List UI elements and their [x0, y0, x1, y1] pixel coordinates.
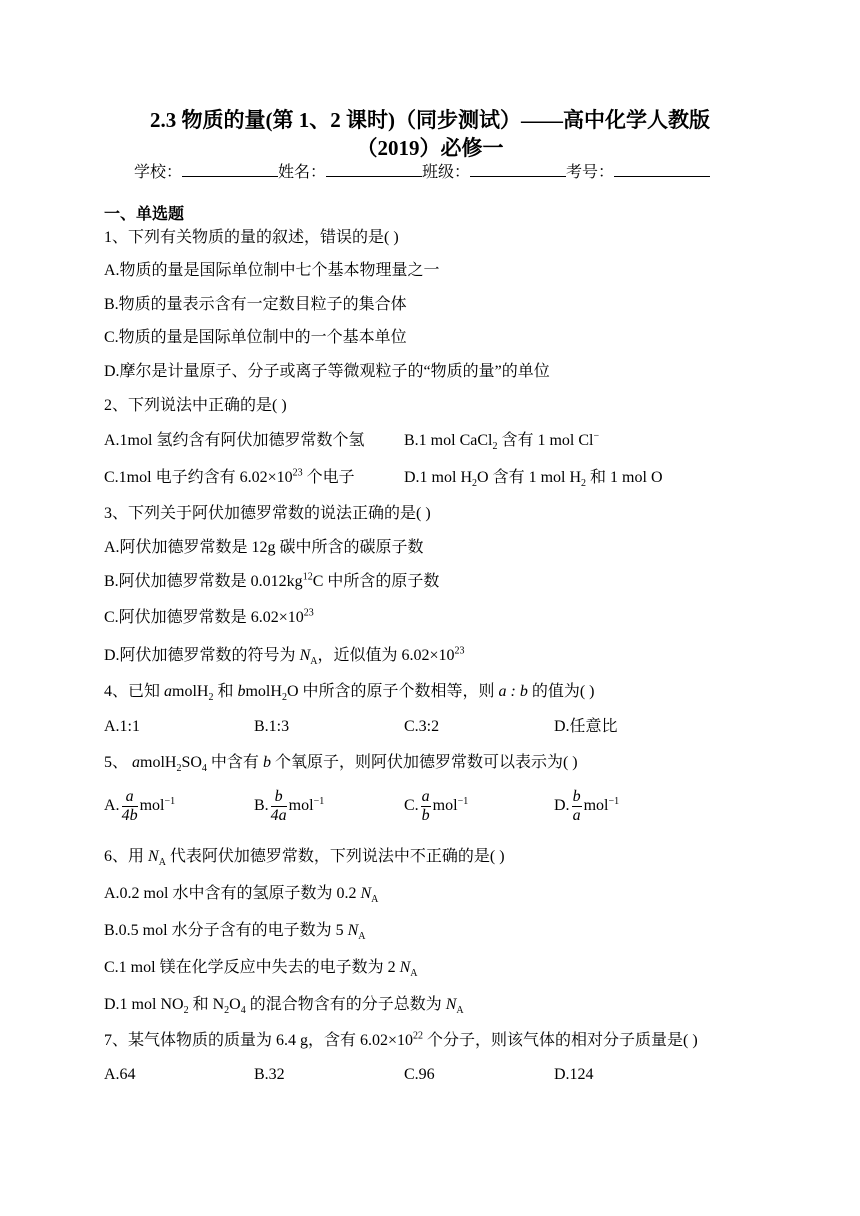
q3-stem: 3、下列关于阿伏加德罗常数的说法正确的是( ): [104, 505, 431, 522]
q7-option-d: D.124: [554, 1066, 594, 1083]
q6-option-c: C.1 mol 镁在化学反应中失去的电子数为 2 $N_A$: [104, 959, 418, 980]
q5-stem: 5、 $amolH_2SO_4$ 中含有 b 个氧原子，则阿伏加德罗常数可以表示为( ): [104, 754, 578, 775]
q4-option-d: D.任意比: [554, 718, 618, 735]
doc-title-line1: 2.3 物质的量(第 1、2 课时)（同步测试）——高中化学人教版: [150, 108, 710, 132]
q2-option-a: A.1mol 氢约含有阿伏加德罗常数个氢: [104, 432, 365, 449]
q1-option-b: B.物质的量表示含有一定数目粒子的集合体: [104, 296, 407, 313]
q3-option-d: D.阿伏加德罗常数的符号为 $N_A$，近似值为 $6.02\times 10^{23}$: [104, 645, 465, 668]
q5-option-b: B. $\frac{b}{4a}$ mol$^{-1}$: [254, 788, 325, 824]
q2-option-d: D.1 mol $H_2O$ 含有 1 mol $H_2$ 和 1 mol O: [404, 469, 663, 490]
q4-stem: 4、已知 amolH$_2$ 和 bmolH$_2$O 中所含的原子个数相等，则 a : b 的值为( ): [104, 683, 595, 704]
student-info-row: [134, 162, 710, 184]
q6-option-a: A.0.2 mol 水中含有的氢原子数为 0.2 $N_A$: [104, 885, 379, 906]
q1-option-c: C.物质的量是国际单位制中的一个基本单位: [104, 329, 407, 346]
section-heading: 一、单选题: [104, 206, 185, 223]
name-blank[interactable]: [326, 162, 422, 177]
doc-title-line2: （2019）必修一: [356, 136, 504, 160]
q4-option-a: A.1:1: [104, 718, 140, 735]
q5-option-d: D. $\frac{b}{a}$ mol$^{-1}$: [554, 788, 620, 824]
q5-option-a: A. $\frac{a}{4b}$ mol$^{-1}$: [104, 788, 176, 824]
q7-stem: 7、某气体物质的质量为 6.4 g，含有 $6.02\times 10^{22}$ 个分子，则该气体的相对分子质量是( ): [104, 1030, 698, 1049]
q6-stem: 6、用 $N_A$ 代表阿伏加德罗常数，下列说法中不正确的是( ): [104, 848, 505, 869]
q3-option-a: A.阿伏加德罗常数是 12g 碳中所含的碳原子数: [104, 539, 424, 556]
name-label: 姓名：: [278, 164, 327, 181]
q7-option-c: C.96: [404, 1066, 435, 1083]
q1-option-d: D.摩尔是计量原子、分子或离子等微观粒子的“物质的量”的单位: [104, 363, 550, 380]
q7-option-a: A.64: [104, 1066, 136, 1083]
q4-option-c: C.3:2: [404, 718, 440, 735]
school-blank[interactable]: [182, 162, 278, 177]
exam-number-blank[interactable]: [614, 162, 710, 177]
q7-option-b: B.32: [254, 1066, 285, 1083]
q2-option-b: B.1 mol CaCl$_2$ 含有 1 mol Cl−: [404, 430, 600, 453]
class-blank[interactable]: [470, 162, 566, 177]
exam-number-label: 考号：: [566, 164, 615, 181]
q5-option-c: C. $\frac{a}{b}$ mol$^{-1}$: [404, 788, 469, 824]
q6-option-d: D.1 mol $NO_2$ 和 $N_2O_4$ 的混合物含有的分子总数为 $N_A$: [104, 996, 464, 1017]
q3-option-b: B.阿伏加德罗常数是 $0.012kg^{12}C$ 中所含的原子数: [104, 571, 440, 590]
q1-stem: 1、下列有关物质的量的叙述，错误的是( ): [104, 229, 399, 246]
q1-option-a: A.物质的量是国际单位制中七个基本物理量之一: [104, 262, 440, 279]
q3-option-c: C.阿伏加德罗常数是 $6.02\times 10^{23}$: [104, 607, 314, 626]
q6-option-b: B.0.5 mol 水分子含有的电子数为 5 $N_A$: [104, 922, 366, 943]
q4-option-b: B.1:3: [254, 718, 290, 735]
school-label: 学校：: [134, 164, 183, 181]
q2-option-c: C.1mol 电子约含有 $6.02\times 10^{23}$ 个电子: [104, 467, 355, 486]
class-label: 班级：: [422, 164, 471, 181]
q2-stem: 2、下列说法中正确的是( ): [104, 397, 287, 414]
